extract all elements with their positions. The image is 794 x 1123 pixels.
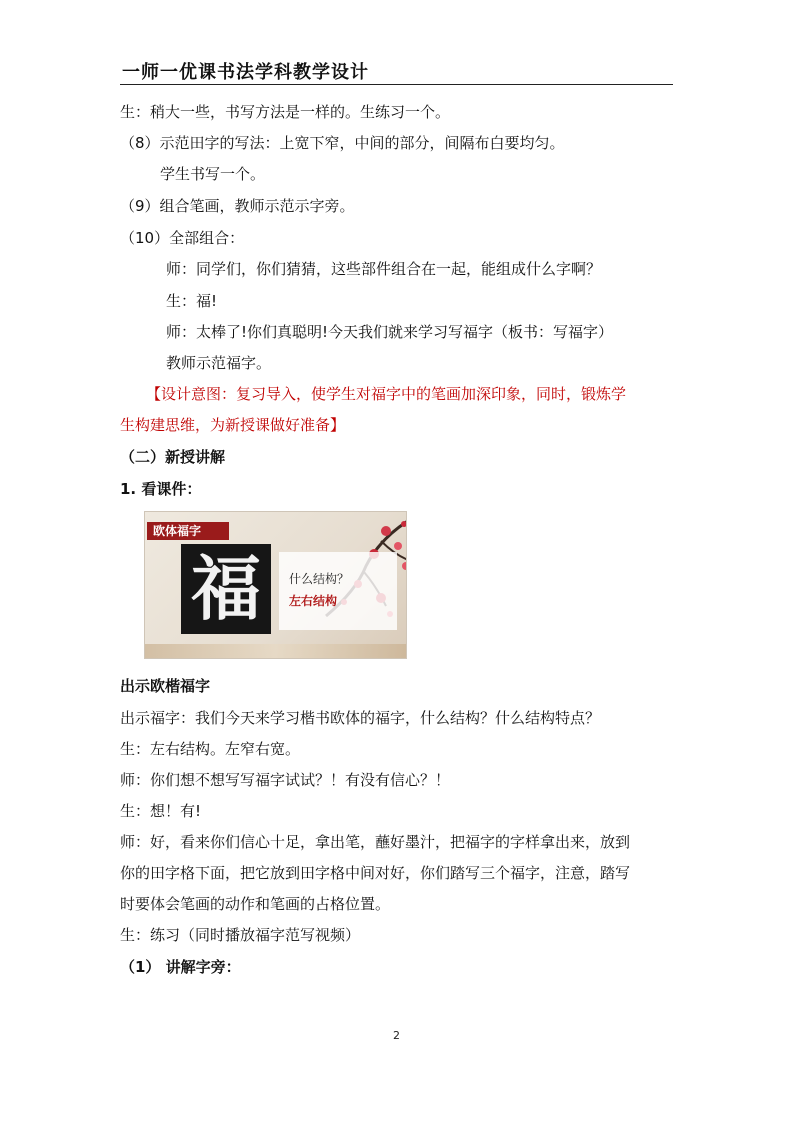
text-line: 生：左右结构。左窄右宽。 — [120, 740, 301, 758]
text-line: 生：稍大一些，书写方法是一样的。生练习一个。 — [120, 103, 451, 121]
text-line: 你的田字格下面，把它放到田字格中间对好，你们踏写三个福字，注意，踏写 — [120, 864, 631, 882]
text-line: 师：同学们，你们猜猜，这些部件组合在一起，能组成什么字啊？ — [166, 260, 602, 278]
text-line: 师：好，看来你们信心十足，拿出笔，蘸好墨汁，把福字的字样拿出来，放到 — [120, 833, 631, 851]
slide-bottom-band — [145, 644, 406, 658]
text-line: 时要体会笔画的动作和笔画的占格位置。 — [120, 895, 391, 913]
slide-question-panel — [279, 552, 397, 630]
section-heading: 出示欧楷福字 — [120, 677, 211, 695]
slide-question: 什么结构？ — [289, 572, 350, 586]
text-line: 生：福! — [166, 292, 218, 310]
text-line: 师：你们想不想写写福字试试？！有没有信心？！ — [120, 771, 451, 789]
page-number: 2 — [393, 1029, 400, 1042]
slide-answer: 左右结构 — [289, 594, 338, 608]
design-intent-note: 【设计意图：复习导入，使学生对福字中的笔画加深印象，同时，锻炼学 — [146, 385, 627, 403]
design-intent-note: 生构建思维，为新授课做好准备】 — [120, 416, 346, 434]
text-line: 教师示范福字。 — [166, 354, 272, 372]
header-title: 一师一优课书法学科教学设计 — [122, 62, 369, 83]
text-line: 生：想！有! — [120, 802, 202, 820]
section-heading: （二）新授讲解 — [120, 448, 226, 466]
text-line: 生：练习（同时播放福字范写视频） — [120, 926, 361, 944]
calligraphy-character: 福 — [191, 547, 261, 630]
text-line: 出示福字：我们今天来学习楷书欧体的福字，什么结构？什么结构特点？ — [120, 709, 601, 727]
slide-title-tag: 欧体福字 — [147, 522, 229, 540]
text-line: （8）示范田字的写法：上宽下窄，中间的部分，间隔布白要均匀。 — [120, 134, 565, 152]
text-line: 师：太棒了!你们真聪明!今天我们就来学习写福字（板书：写福字） — [166, 323, 614, 341]
text-line: （10）全部组合： — [120, 229, 245, 247]
text-line: 学生书写一个。 — [160, 165, 266, 183]
page-header — [120, 56, 673, 85]
section-heading: （1） 讲解字旁： — [120, 958, 241, 976]
calligraphy-character-box — [181, 544, 271, 634]
courseware-slide-image — [144, 511, 407, 659]
section-heading: 1. 看课件： — [120, 480, 202, 498]
text-line: （9）组合笔画，教师示范示字旁。 — [120, 197, 355, 215]
